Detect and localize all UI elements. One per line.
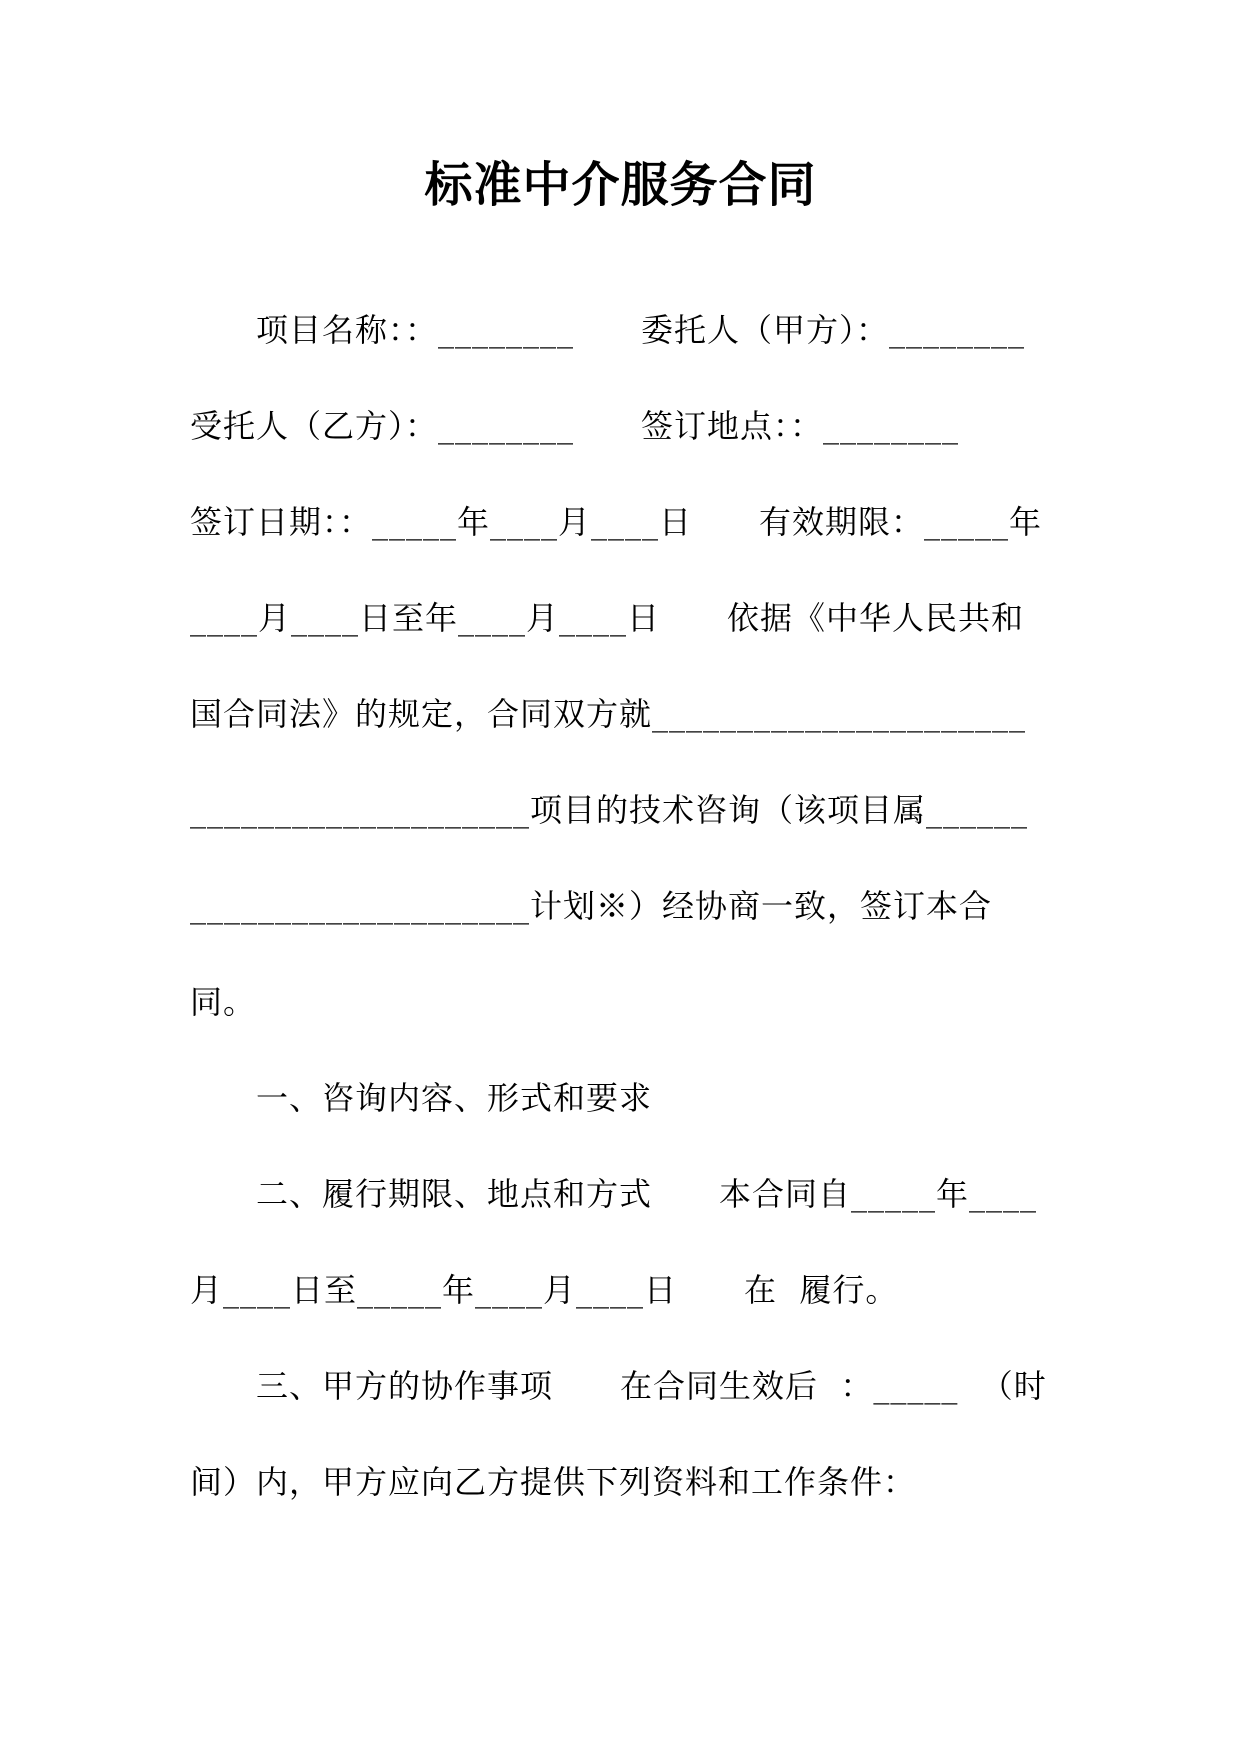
paragraph-line: 间）内，甲方应向乙方提供下列资料和工作条件： (190, 1463, 917, 1501)
paragraph-line: 月____日至_____年____月____日 在 履行。 (190, 1271, 899, 1309)
section-heading-3: 三、甲方的协作事项 在合同生效后 ：_____ （时 (256, 1367, 1047, 1405)
paragraph-line: 签订日期：：_____年____月____日 有效期限：_____年 (190, 503, 1043, 541)
paragraph-line: ____________________计划※）经协商一致，签订本合 (190, 887, 993, 925)
paragraph-line: 同。 (190, 983, 257, 1021)
paragraph-line: ____月____日至年____月____日 依据《中华人民共和 (190, 599, 1025, 637)
paragraph-line: 国合同法》的规定，合同双方就______________________ (190, 695, 1027, 733)
section-heading-1: 一、咨询内容、形式和要求 (256, 1079, 653, 1117)
document-title: 标准中介服务合同 (424, 157, 817, 213)
paragraph-line: ____________________项目的技术咨询（该项目属______ (190, 791, 1029, 829)
paragraph-line: 受托人（乙方）：________ 签订地点：：________ (190, 407, 960, 445)
section-heading-2: 二、履行期限、地点和方式 本合同自_____年____ (256, 1175, 1038, 1213)
paragraph-line: 项目名称：：________ 委托人（甲方）：________ (256, 311, 1026, 349)
